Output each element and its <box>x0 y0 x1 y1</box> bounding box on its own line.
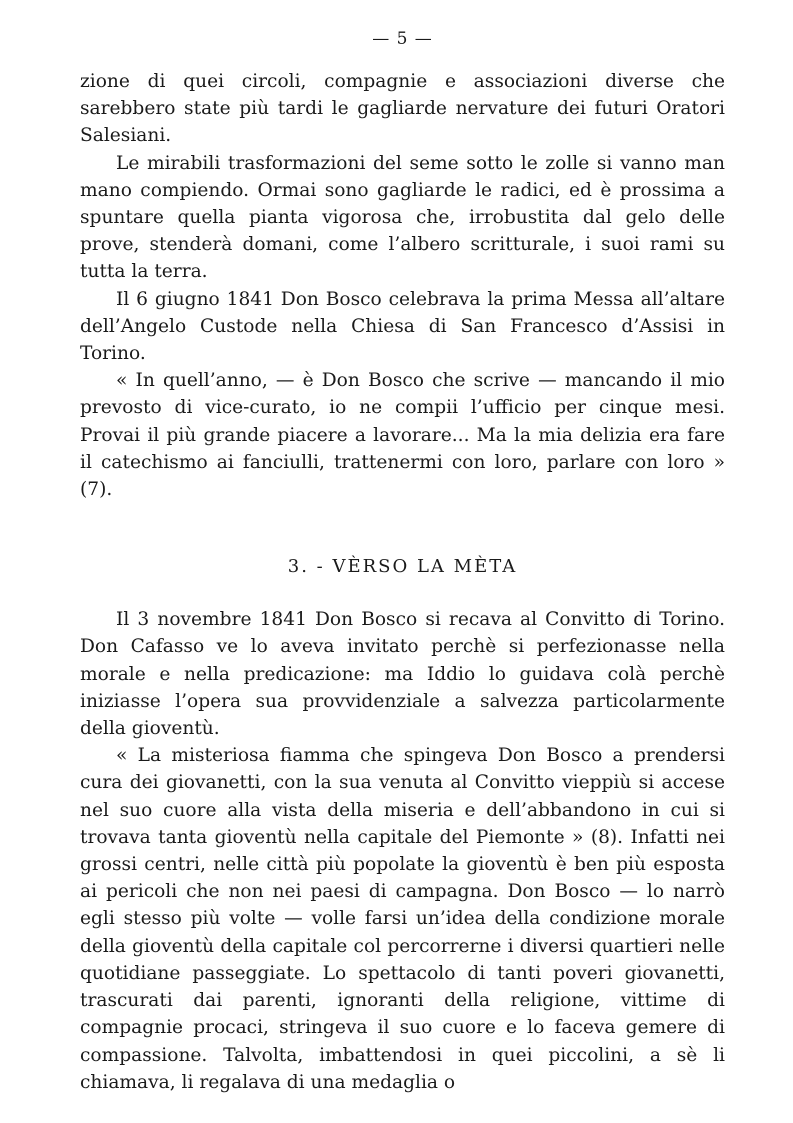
book-page <box>80 28 725 1096</box>
paragraph-first-mass: Il 6 giugno 1841 Don Bosco celebrava la prima Messa all’altare dell’Angelo Custode nella Chiesa di San Francesco d’Assisi in Torino. <box>80 288 725 365</box>
paragraph-quote-vice-curato: « In quell’anno, — è Don Bosco che scrive — mancando il mio prevosto di vice-curato, io ne compii l’ufficio per cinque mesi. Provai il più grande piacere a lavorare... Ma la mia delizia era fare il catechismo ai fanciulli, trattenermi con loro, parlare con loro » (7). <box>80 370 725 501</box>
paragraph-mysterious-flame: « La misteriosa fiamma che spingeva Don Bosco a prendersi cura dei giovanetti, con la sua venuta al Convitto vieppiù si accese nel suo cuore alla vista della miseria e dell’abbandono in cui si trovava tanta gioventù nella capitale del Piemonte » (8). Infatti nei grossi centri, nelle città più popolate la gioventù è ben più esposta ai pericoli che non nei paesi di campagna. Don Bosco — lo narrò egli stesso più volte — volle farsi un’idea della condizione morale della gioventù della capitale col percorrerne i diversi quartieri nelle quotidiane passeggiate. Lo spettacolo di tanti poveri giovanetti, trascurati dai parenti, ignoranti della religione, vittime di compagnie procaci, stringeva il suo cuore e lo faceva gemere di compassione. Talvolta, imbattendosi in quei piccolini, a sè li chiamava, li regalava di una medaglia o <box>80 745 725 1093</box>
paragraph-seed-transformations: Le mirabili trasformazioni del seme sotto le zolle si vanno man mano compiendo. Ormai sono gagliarde le radici, ed è prossima a spuntare quella pianta vigorosa che, irrobustita dal gelo delle prove, stenderà domani, come l’albero scritturale, i suoi rami su tutta la terra. <box>80 152 725 283</box>
section-title: 3. - VÈRSO LA MÈTA <box>287 556 518 578</box>
paragraph-continuation: zione di quei circoli, compagnie e associazioni diverse che sarebbero state più tardi le gagliarde nervature dei futuri Oratori Salesiani. <box>80 71 725 147</box>
page-number: — 5 — <box>372 29 433 49</box>
paragraph-convitto: Il 3 novembre 1841 Don Bosco si recava al Convitto di Torino. Don Cafasso ve lo aveva invitato perchè si perfezionasse nella morale e nella predicazione: ma Iddio lo guidava colà perchè iniziasse l’opera sua provvidenziale a salvezza particolarmente della gioventù. <box>80 609 725 740</box>
